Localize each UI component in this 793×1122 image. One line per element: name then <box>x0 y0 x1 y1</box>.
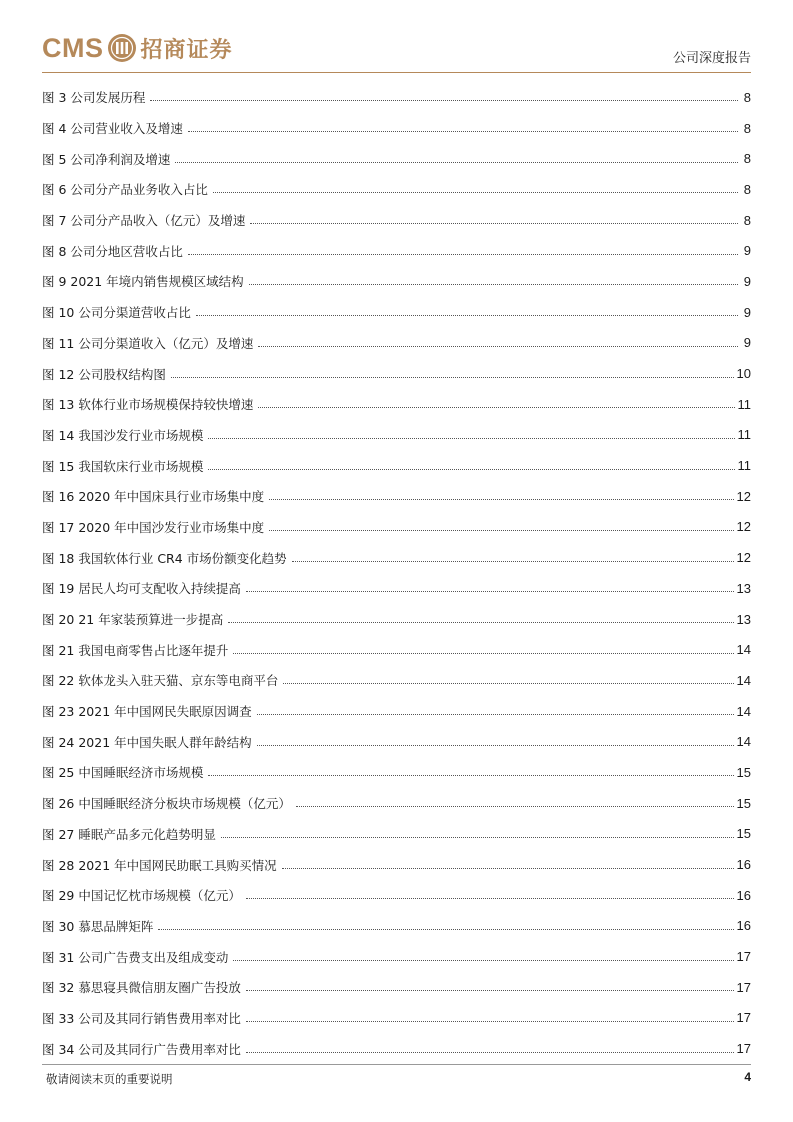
toc-entry[interactable] <box>42 819 751 850</box>
toc-entry-page: 9 <box>743 273 751 289</box>
dot-leader <box>208 468 734 470</box>
dot-leader <box>188 253 738 255</box>
toc-entry-label: 图 8 公司分地区营收占比 <box>42 243 183 259</box>
dot-leader <box>208 437 734 439</box>
toc-entry[interactable] <box>42 481 751 512</box>
disclaimer-note: 敬请阅读末页的重要说明 <box>46 1072 173 1086</box>
toc-entry-label: 图 34 公司及其同行广告费用率对比 <box>42 1041 241 1057</box>
dot-leader <box>246 1051 734 1053</box>
toc-entry-page: 9 <box>743 304 751 320</box>
toc-entry[interactable] <box>42 880 751 911</box>
dot-leader <box>292 560 734 562</box>
toc-entry-page: 11 <box>737 458 751 474</box>
toc-entry-page: 8 <box>743 151 751 167</box>
dot-leader <box>221 836 734 838</box>
dot-leader <box>258 345 738 347</box>
toc-entry-page: 14 <box>736 642 751 658</box>
toc-entry-label: 图 24 2021 年中国失眠人群年龄结构 <box>42 734 252 750</box>
toc-entry-label: 图 20 21 年家装预算进一步提高 <box>42 612 224 628</box>
page-footer <box>42 1064 751 1087</box>
toc-entry-page: 16 <box>736 857 751 873</box>
toc-entry-page: 9 <box>743 335 751 351</box>
dot-leader <box>269 529 733 531</box>
toc-entry-page: 17 <box>736 949 751 965</box>
dot-leader <box>171 376 734 378</box>
toc-entry-label: 图 16 2020 年中国床具行业市场集中度 <box>42 489 265 505</box>
toc-entry-page: 15 <box>736 764 751 780</box>
toc-entry-label: 图 19 居民人均可支配收入持续提高 <box>42 581 241 597</box>
dot-leader <box>246 590 734 592</box>
toc-entry-label: 图 32 慕思寝具微信朋友圈广告投放 <box>42 980 241 996</box>
dot-leader <box>208 774 733 776</box>
toc-entry-label: 图 29 中国记忆枕市场规模（亿元） <box>42 888 241 904</box>
toc-entry-label: 图 21 我国电商零售占比逐年提升 <box>42 642 229 658</box>
toc-entry-page: 11 <box>737 396 751 412</box>
toc-entry[interactable] <box>42 1003 751 1034</box>
toc-entry[interactable] <box>42 297 751 328</box>
toc-entry-page: 8 <box>743 120 751 136</box>
dot-leader <box>158 928 733 930</box>
toc-entry-page: 13 <box>736 580 751 596</box>
toc-entry[interactable] <box>42 849 751 880</box>
toc-entry-label: 图 18 我国软体行业 CR4 市场份额变化趋势 <box>42 550 287 566</box>
toc-entry[interactable] <box>42 235 751 266</box>
toc-entry[interactable] <box>42 726 751 757</box>
toc-entry-page: 14 <box>736 734 751 750</box>
toc-entry-page: 10 <box>736 366 751 382</box>
dot-leader <box>150 99 738 101</box>
toc-entry-label: 图 9 2021 年境内销售规模区域结构 <box>42 274 244 290</box>
toc-entry[interactable] <box>42 205 751 236</box>
toc-entry[interactable] <box>42 266 751 297</box>
dot-leader <box>233 959 733 961</box>
dot-leader <box>246 989 734 991</box>
toc-entry-label: 图 22 软体龙头入驻天猫、京东等电商平台 <box>42 673 279 689</box>
toc-entry[interactable] <box>42 143 751 174</box>
toc-entry-page: 12 <box>736 488 751 504</box>
toc-entry-page: 12 <box>736 550 751 566</box>
toc-entry[interactable] <box>42 788 751 819</box>
toc-entry-page: 16 <box>736 918 751 934</box>
toc-entry[interactable] <box>42 573 751 604</box>
page-header <box>42 26 751 73</box>
toc-entry-page: 11 <box>737 427 751 443</box>
dot-leader <box>257 744 734 746</box>
toc-entry-page: 8 <box>743 181 751 197</box>
toc-entry-label: 图 33 公司及其同行销售费用率对比 <box>42 1010 241 1026</box>
toc-entry[interactable] <box>42 911 751 942</box>
toc-entry-page: 8 <box>743 212 751 228</box>
toc-entry[interactable] <box>42 420 751 451</box>
toc-entry[interactable] <box>42 757 751 788</box>
toc-entry-label: 图 4 公司营业收入及增速 <box>42 121 183 137</box>
toc-entry[interactable] <box>42 634 751 665</box>
toc-entry[interactable] <box>42 604 751 635</box>
dot-leader <box>249 283 738 285</box>
toc-entry-page: 17 <box>736 979 751 995</box>
toc-entry[interactable] <box>42 389 751 420</box>
dot-leader <box>246 897 734 899</box>
toc-entry-label: 图 26 中国睡眠经济分板块市场规模（亿元） <box>42 796 291 812</box>
toc-entry-page: 17 <box>736 1010 751 1026</box>
toc-entry[interactable] <box>42 972 751 1003</box>
dot-leader <box>282 867 734 869</box>
toc-entry[interactable] <box>42 358 751 389</box>
dot-leader <box>250 222 738 224</box>
toc-entry-page: 15 <box>736 795 751 811</box>
toc-entry-label: 图 28 2021 年中国网民助眠工具购买情况 <box>42 857 277 873</box>
dot-leader <box>269 498 733 500</box>
dot-leader <box>257 713 734 715</box>
dot-leader <box>233 652 733 654</box>
toc-entry-page: 13 <box>736 611 751 627</box>
toc-entry[interactable] <box>42 113 751 144</box>
toc-entry-label: 图 30 慕思品牌矩阵 <box>42 918 154 934</box>
logo-emblem-icon <box>107 33 137 63</box>
toc-entry-label: 图 23 2021 年中国网民失眠原因调查 <box>42 704 252 720</box>
toc-entry-page: 9 <box>743 243 751 259</box>
logo-chinese-text: 招商证券 <box>140 36 233 63</box>
toc-entry-page: 12 <box>736 519 751 535</box>
toc-entry-page: 14 <box>736 672 751 688</box>
dot-leader <box>258 406 734 408</box>
page-number: 4 <box>744 1070 751 1084</box>
dot-leader <box>283 682 733 684</box>
dot-leader <box>196 314 738 316</box>
toc-entry[interactable] <box>42 512 751 543</box>
toc-entry[interactable] <box>42 82 751 113</box>
toc-entry-label: 图 14 我国沙发行业市场规模 <box>42 427 204 443</box>
toc-entry-page: 14 <box>736 703 751 719</box>
toc-entry-label: 图 10 公司分渠道营收占比 <box>42 305 191 321</box>
toc-entry[interactable] <box>42 328 751 359</box>
toc-entry-label: 图 25 中国睡眠经济市场规模 <box>42 765 204 781</box>
toc-entry-label: 图 12 公司股权结构图 <box>42 366 166 382</box>
logo-cms-text: CMS <box>42 32 104 63</box>
dot-leader <box>213 191 738 193</box>
toc-entry-page: 15 <box>736 826 751 842</box>
toc-entry-page: 16 <box>736 887 751 903</box>
toc-entry[interactable] <box>42 450 751 481</box>
toc-entry[interactable] <box>42 941 751 972</box>
toc-entry[interactable] <box>42 1033 751 1064</box>
dot-leader <box>175 161 738 163</box>
toc-entry-page: 8 <box>743 89 751 105</box>
toc-entry-label: 图 5 公司净利润及增速 <box>42 151 171 167</box>
toc-entry-label: 图 7 公司分产品收入（亿元）及增速 <box>42 213 246 229</box>
toc-entry-label: 图 31 公司广告费支出及组成变动 <box>42 949 229 965</box>
figure-index-list <box>42 82 751 1064</box>
toc-entry-label: 图 17 2020 年中国沙发行业市场集中度 <box>42 519 265 535</box>
report-type-label: 公司深度报告 <box>672 51 751 66</box>
toc-entry-label: 图 3 公司发展历程 <box>42 90 146 106</box>
toc-entry-label: 图 11 公司分渠道收入（亿元）及增速 <box>42 335 254 351</box>
dot-leader <box>296 805 734 807</box>
dot-leader <box>228 621 733 623</box>
dot-leader <box>188 130 738 132</box>
toc-entry-label: 图 13 软体行业市场规模保持较快增速 <box>42 397 254 413</box>
toc-entry[interactable] <box>42 174 751 205</box>
toc-entry-label: 图 6 公司分产品业务收入占比 <box>42 182 208 198</box>
toc-entry-label: 图 27 睡眠产品多元化趋势明显 <box>42 826 216 842</box>
toc-entry-page: 17 <box>736 1041 751 1057</box>
company-logo <box>42 30 233 66</box>
toc-entry[interactable] <box>42 696 751 727</box>
toc-entry[interactable] <box>42 542 751 573</box>
toc-entry-label: 图 15 我国软床行业市场规模 <box>42 458 204 474</box>
toc-entry[interactable] <box>42 665 751 696</box>
dot-leader <box>246 1020 734 1022</box>
